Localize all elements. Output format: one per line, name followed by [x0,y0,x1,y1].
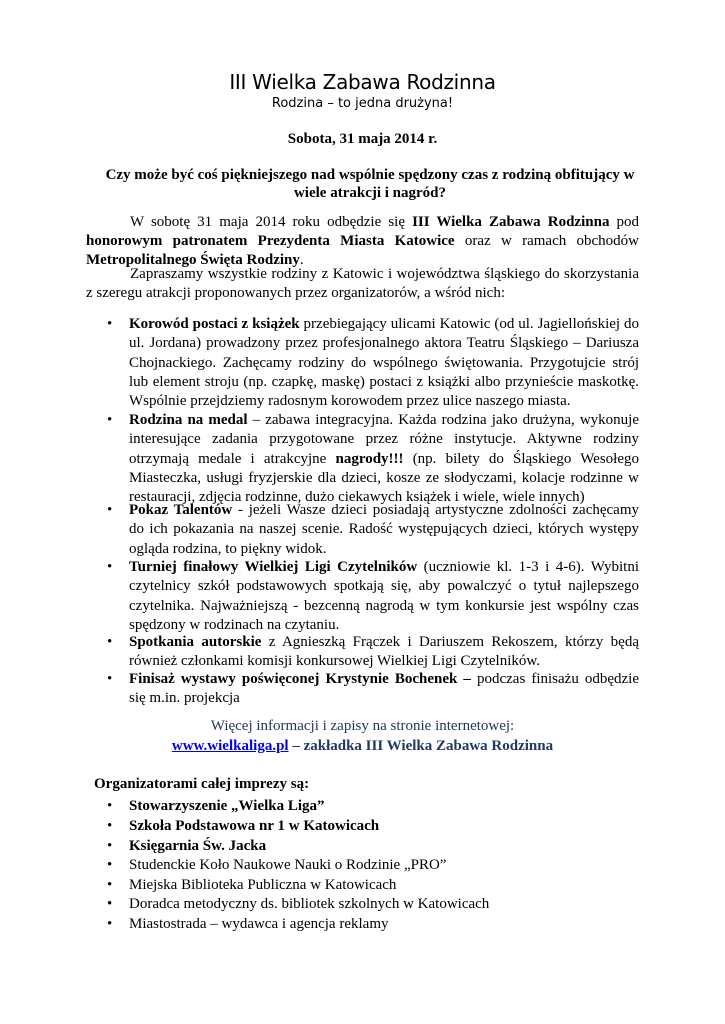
attraction-bold-prizes: nagrody!!! [335,450,404,467]
organizer-name: Studenckie Koło Naukowe Nauki o Rodzinie „PRO” [129,857,447,873]
list-item [107,915,389,934]
bullet-icon: • [107,502,113,518]
attraction-text: z Agnieszką Frączek i Dariuszem Rekoszem, którzy będą również członkami komisji konkursowej Wielkiej Ligi Czytelników. [129,634,639,670]
bullet-icon: • [107,559,113,575]
link-description: – zakładka III Wielka Zabawa Rodzinna [288,738,554,754]
list-item [107,895,490,914]
list-item [107,797,325,816]
list-item [107,411,639,507]
attraction-title: Finisaż wystawy poświęconej Krystynie Bochenek – [129,671,471,687]
list-item [107,837,267,856]
organizer-name: Doradca metodyczny ds. bibliotek szkolnych w Katowicach [129,896,490,912]
list-item [107,315,639,411]
attraction-text: (np. bilety do Śląskiego Wesołego Miasteczka, usługi fryzjerskie dla dzieci, kosze ze słodyczami, kolacje rodzinne w restauracji, zdjęcia rodzinne, dużo ciekawych książek i wiele, wiele innych) [129,450,639,506]
intro-paragraph-1 [86,213,639,270]
bullet-icon: • [107,412,113,428]
website-link[interactable]: www.wielkaliga.pl [171,738,289,754]
more-info-line: Więcej informacji i zapisy na stronie internetowej: [210,718,515,734]
bullet-icon: • [107,798,113,814]
list-item [107,558,639,635]
attraction-title: Rodzina na medal [129,412,248,428]
list-item [107,670,640,709]
bullet-icon: • [107,634,113,650]
organizer-name: Miastostrada – wydawca i agencja reklamy [129,916,389,932]
intro-text: . [299,252,304,268]
intro-text: oraz w ramach obchodów [454,233,639,249]
attraction-title: Pokaz Talentów [129,502,233,518]
bullet-icon: • [107,857,113,873]
document-title: III Wielka Zabawa Rodzinna [229,70,496,94]
intro-question: Czy może być coś piękniejszego nad wspólnie spędzony czas z rodziną obfitujący w wiele atrakcji i nagród? [105,167,635,201]
intro-bold-event: III Wielka Zabawa Rodzinna [412,214,610,230]
more-info-link-line [0,738,725,755]
event-date: Sobota, 31 maja 2014 r. [287,131,438,147]
bullet-icon: • [107,877,113,893]
document-subtitle: Rodzina – to jedna drużyna! [271,96,454,111]
intro-text: pod [609,214,640,230]
bullet-icon: • [107,896,113,912]
attraction-text: - jeżeli Wasze dzieci posiadają artystyczne zdolności zachęcamy do ich pokazania na naszej scenie. Radość występujących dzieci, których występy ogląda rodzina, to piękny widok. [129,502,640,557]
attraction-text: podczas finisażu odbędzie się m.in. projekcja [129,671,640,707]
attraction-text: (uczniowie kl. 1-3 i 4-6). Wybitni czytelnicy szkół podstawowych spotkają się, aby powalczyć o tytuł najlepszego czytelnika. Najważniejszą - bezcenną nagrodą w tym konkursie jest wspólny czas spędzony w rodzinach na czytaniu. [129,559,639,633]
bullet-icon: • [107,671,113,687]
organizer-name: Stowarzyszenie „Wielka Liga” [129,798,325,814]
attraction-title: Spotkania autorskie [129,634,262,650]
list-item [107,817,380,836]
organizer-name: Miejska Biblioteka Publiczna w Katowicach [129,877,397,893]
organizer-name: Szkoła Podstawowa nr 1 w Katowicach [129,818,380,834]
intro-bold-holiday: Metropolitalnego Święta Rodziny [86,252,300,268]
bullet-icon: • [107,838,113,854]
organizers-heading: Organizatorami całej imprezy są: [94,776,310,792]
attraction-text: przebiegający ulicami Katowic (od ul. Jagiellońskiej do ul. Jordana) prowadzony przez profesjonalnego aktora Teatru Śląskiego – Dariusza Chojnackiego. Zachęcamy rodziny do wspólnego świętowania. Przygotujcie strój lub element stroju (np. czapkę, maskę) postaci z książki albo przynieście maskotkę. Wspólnie przejdziemy radosnym korowodem przez ulice naszego miasta. [129,316,639,410]
bullet-icon: • [107,316,113,332]
list-item [107,501,640,559]
organizer-name: Księgarnia Św. Jacka [129,838,267,854]
attraction-title: Korowód postaci z książek [129,316,300,332]
intro-text: W sobotę 31 maja 2014 roku odbędzie się [130,214,413,230]
attraction-title: Turniej finałowy Wielkiej Ligi Czytelników [129,559,418,575]
attraction-text: – zabawa integracyjna. Każda rodzina jako drużyna, wykonuje interesujące zadania przygotowane przez różne instytucje. Aktywne rodziny otrzymają medale i atrakcyjne [129,412,639,467]
list-item [107,856,447,875]
list-item [107,633,639,672]
bullet-icon: • [107,818,113,834]
list-item [107,876,397,895]
intro-bold-patronage: honorowym patronatem Prezydenta Miasta Katowice [86,233,455,249]
bullet-icon: • [107,916,113,932]
intro-paragraph-2: Zapraszamy wszystkie rodziny z Katowic i województwa śląskiego do skorzystania z szeregu atrakcji proponowanych przez organizatorów, a wśród nich: [86,266,639,301]
